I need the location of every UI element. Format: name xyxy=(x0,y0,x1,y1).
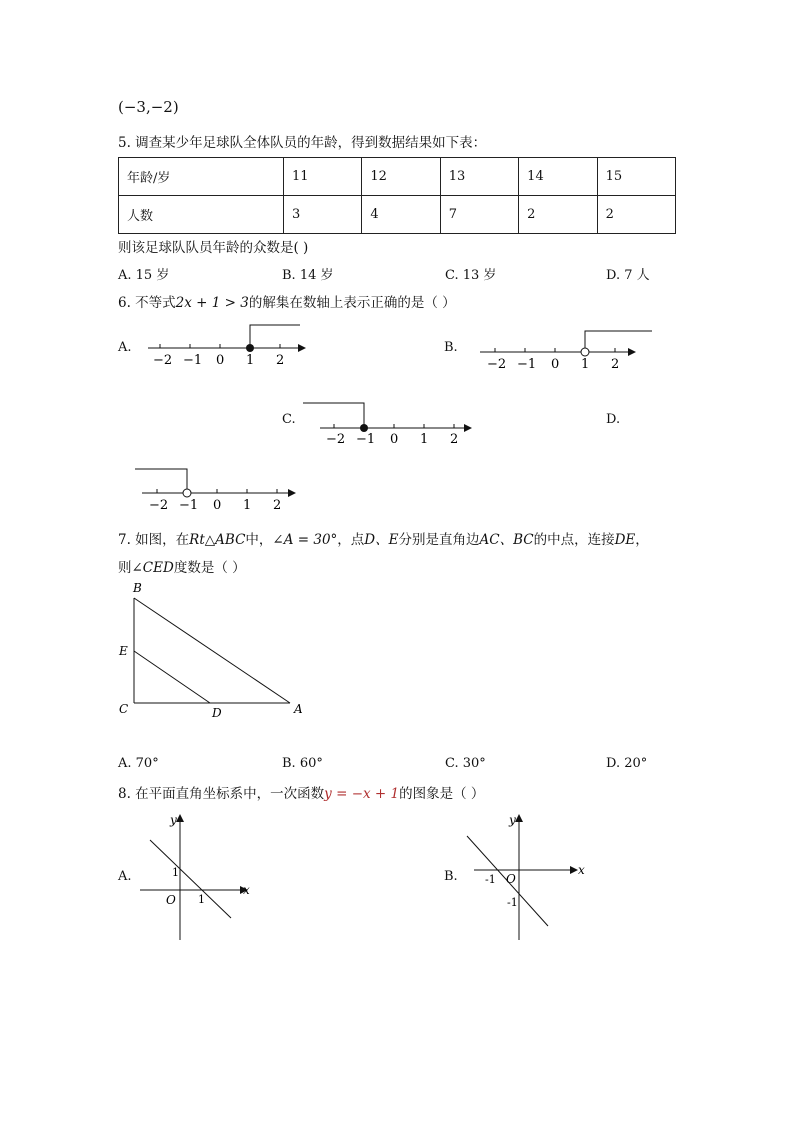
table-cell: 4 xyxy=(362,196,440,234)
table-cell: 3 xyxy=(284,196,362,234)
tick-label: 0 xyxy=(216,353,225,368)
q5-option-d: D. 7 人 xyxy=(606,268,650,283)
q7-option-d: D. 20° xyxy=(606,756,648,771)
table-cell: 12 xyxy=(362,158,440,196)
tick-label: −1 xyxy=(183,353,203,368)
closed-dot xyxy=(246,344,254,352)
q7-text: 分别是直角边 xyxy=(398,532,480,548)
x-label: x xyxy=(243,883,250,897)
q7-points: D、E xyxy=(364,532,399,548)
tick-label: 2 xyxy=(611,357,620,372)
tick-label: −2 xyxy=(149,498,169,513)
q7-text: 度数是（ ） xyxy=(173,560,246,576)
tick-label: 2 xyxy=(273,498,282,513)
vertex-d-label: D xyxy=(212,706,222,720)
open-dot xyxy=(581,348,589,356)
y-arrow xyxy=(515,814,523,822)
side-ab xyxy=(134,598,290,703)
tick-label: 0 xyxy=(551,357,560,372)
solution-ray xyxy=(135,469,187,489)
q8-label-b: B. xyxy=(444,869,458,884)
tick-label: 2 xyxy=(276,353,285,368)
tick-label: −2 xyxy=(487,357,507,372)
number-line-d xyxy=(130,462,310,514)
tick-label: −1 xyxy=(356,432,376,447)
tick-label: −2 xyxy=(153,353,173,368)
open-dot xyxy=(183,489,191,497)
arrow-head xyxy=(464,424,472,432)
q6-label-d: D. xyxy=(606,412,621,427)
ticks xyxy=(157,489,277,493)
q8-label-a: A. xyxy=(118,869,132,884)
tick-label: 1 xyxy=(581,357,590,372)
tick-label: 2 xyxy=(450,432,459,447)
q5-option-b: B. 14 岁 xyxy=(282,268,334,283)
q6-stem-suffix: 的解集在数轴上表示正确的是（ ） xyxy=(248,295,456,311)
table-cell: 14 xyxy=(519,158,597,196)
q7-segment: DE xyxy=(614,532,636,548)
x-label: x xyxy=(578,863,585,877)
table-cell: 2 xyxy=(519,196,597,234)
q6-stem-prefix: 6. 不等式 xyxy=(118,295,176,311)
q7-text: 7. 如图，在 xyxy=(118,532,190,548)
q7-text: ，点 xyxy=(337,532,365,548)
x-intercept-label: -1 xyxy=(485,873,496,886)
table-cell: 2 xyxy=(597,196,675,234)
q6-label-b: B. xyxy=(444,340,458,355)
q7-text: 则 xyxy=(118,560,132,576)
tick-label: 1 xyxy=(420,432,429,447)
q5-option-a: A. 15 岁 xyxy=(118,268,170,283)
arrow-head xyxy=(288,489,296,497)
q8-function: y = −x + 1 xyxy=(324,786,400,802)
y-label: y xyxy=(170,813,177,827)
q7-stem-line2 xyxy=(118,556,246,576)
ticks xyxy=(495,348,615,352)
tick-label: 0 xyxy=(390,432,399,447)
tick-label: 1 xyxy=(243,498,252,513)
q6-inequality: 2x + 1 > 3 xyxy=(175,295,249,311)
top-answer: (−3,−2) xyxy=(118,98,179,116)
y-arrow xyxy=(176,814,184,822)
age-table xyxy=(118,157,676,234)
number-line-c xyxy=(300,396,480,448)
q7-text: ， xyxy=(635,532,649,548)
table-cell: 人数 xyxy=(119,196,284,234)
solution-ray xyxy=(250,325,300,348)
ticks xyxy=(334,424,454,428)
q8-stem-prefix: 8. 在平面直角坐标系中，一次函数 xyxy=(118,786,325,802)
ticks xyxy=(160,344,280,348)
q7-triangle: Rt△ABC xyxy=(189,532,246,548)
tick-label: 0 xyxy=(213,498,222,513)
q6-label-a: A. xyxy=(118,340,132,355)
graph-b xyxy=(462,810,592,942)
q6-label-c: C. xyxy=(282,412,296,427)
q5-stem: 5. 调查某少年足球队全体队员的年龄，得到数据结果如下表： xyxy=(118,135,487,151)
number-line-a xyxy=(140,318,310,368)
vertex-a-label: A xyxy=(294,702,303,716)
arrow-head xyxy=(628,348,636,356)
q7-text: 的中点，连接 xyxy=(533,532,615,548)
triangle-figure xyxy=(112,578,312,723)
origin-label: O xyxy=(506,872,516,886)
q5-option-c: C. 13 岁 xyxy=(445,268,497,283)
table-cell: 7 xyxy=(440,196,518,234)
table-cell: 15 xyxy=(597,158,675,196)
vertex-c-label: C xyxy=(119,702,129,716)
q7-angle-ced: ∠CED xyxy=(131,560,174,576)
table-cell: 11 xyxy=(284,158,362,196)
origin-label: O xyxy=(166,893,176,907)
q7-option-a: A. 70° xyxy=(118,756,159,771)
q7-sides: AC、BC xyxy=(479,532,534,548)
tick-label: −2 xyxy=(326,432,346,447)
table-row xyxy=(119,158,676,196)
q8-stem-suffix: 的图象是（ ） xyxy=(399,786,485,802)
tick-label: −1 xyxy=(517,357,537,372)
vertex-e-label: E xyxy=(119,644,128,658)
q7-stem-line1 xyxy=(118,528,649,548)
q7-option-b: B. 60° xyxy=(282,756,323,771)
arrow-head xyxy=(298,344,306,352)
q8-stem xyxy=(118,782,484,802)
y-label: y xyxy=(509,813,516,827)
closed-dot xyxy=(360,424,368,432)
q7-option-c: C. 30° xyxy=(445,756,486,771)
vertex-b-label: B xyxy=(133,581,142,595)
y-intercept-label: -1 xyxy=(507,896,518,909)
y-intercept-label: 1 xyxy=(172,866,179,879)
table-cell: 年龄/岁 xyxy=(119,158,284,196)
q6-stem xyxy=(118,291,456,311)
table-cell: 13 xyxy=(440,158,518,196)
solution-ray xyxy=(585,331,652,348)
function-line xyxy=(150,840,231,918)
tick-label: 1 xyxy=(246,353,255,368)
tick-label: −1 xyxy=(179,498,199,513)
x-arrow xyxy=(570,866,578,874)
graph-a xyxy=(135,810,265,942)
number-line-b xyxy=(466,326,656,376)
q7-text: 中， xyxy=(245,532,273,548)
table-row xyxy=(119,196,676,234)
q7-angle: ∠A = 30° xyxy=(272,532,338,548)
x-intercept-label: 1 xyxy=(198,893,205,906)
segment-de xyxy=(134,651,210,703)
q5-question: 则该足球队队员年龄的众数是( ) xyxy=(118,240,309,256)
